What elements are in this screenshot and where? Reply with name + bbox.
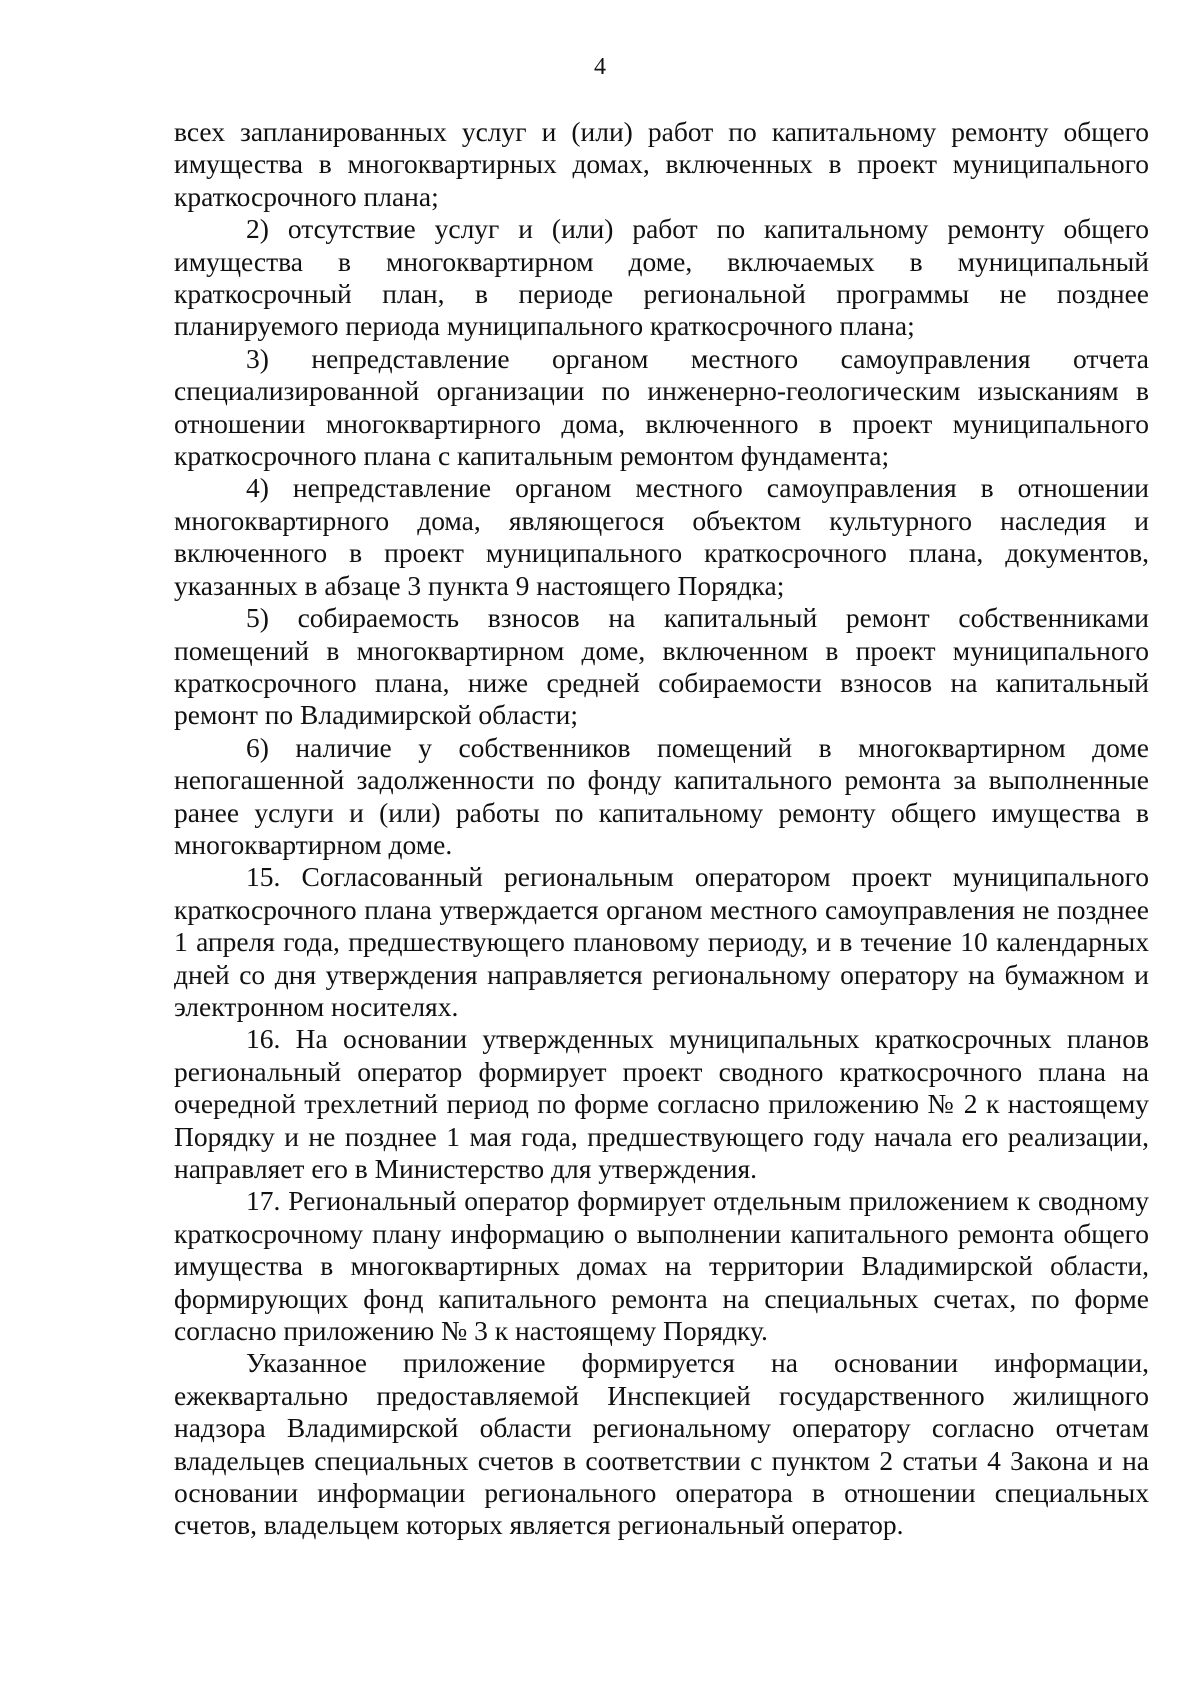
clause-15: 15. Согласованный региональным оператором проект муниципального краткосрочного плана утверждается органом местного самоуправления не позднее 1 апреля года, предшествующего плановому периоду, и в течение 10 календарных дней со дня утверждения направляется региональному оператору на бумажном и электронном носителях. bbox=[174, 861, 1149, 1022]
list-item-4: 4) непредставление органом местного самоуправления в отношении многоквартирного дома, являющегося объектом культурного наследия и включенного в проект муниципального краткосрочного плана, документов, указанных в абзаце 3 пункта 9 настоящего Порядка; bbox=[174, 472, 1149, 601]
list-item-2: 2) отсутствие услуг и (или) работ по капитальному ремонту общего имущества в многоквартирном доме, включаемых в муниципальный краткосрочный план, в периоде региональной программы не позднее планируемого периода муниципального краткосрочного плана; bbox=[174, 213, 1149, 342]
clause-17: 17. Региональный оператор формирует отдельным приложением к сводному краткосрочному плану информацию о выполнении капитального ремонта общего имущества в многоквартирных домах на территории Владимирской области, формирующих фонд капитального ремонта на специальных счетах, по форме согласно приложению № 3 к настоящему Порядку. bbox=[174, 1185, 1149, 1347]
clause-17-note: Указанное приложение формируется на основании информации, ежеквартально предоставляемой Инспекцией государственного жилищного надзора Владимирской области региональному оператору согласно отчетам владельцев специальных счетов в соответствии с пунктом 2 статьи 4 Закона и на основании информации регионального оператора в отношении специальных счетов, владельцем которых является региональный оператор. bbox=[174, 1347, 1149, 1541]
clause-16: 16. На основании утвержденных муниципальных краткосрочных планов региональный оператор формирует проект сводного краткосрочного плана на очередной трехлетний период по форме согласно приложению № 2 к настоящему Порядку и не позднее 1 мая года, предшествующего году начала его реализации, направляет его в Министерство для утверждения. bbox=[174, 1023, 1149, 1184]
list-item-5: 5) собираемость взносов на капитальный ремонт собственниками помещений в многоквартирном доме, включенном в проект муниципального краткосрочного плана, ниже средней собираемости взносов на капитальный ремонт по Владимирской области; bbox=[174, 602, 1149, 731]
list-item-6: 6) наличие у собственников помещений в многоквартирном доме непогашенной задолженности по фонду капитального ремонта за выполненные ранее услуги и (или) работы по капитальному ремонту общего имущества в многоквартирном доме. bbox=[174, 731, 1149, 860]
list-item-3: 3) непредставление органом местного самоуправления отчета специализированной организации по инженерно-геологическим изысканиям в отношении многоквартирного дома, включенного в проект муниципального краткосрочного плана с капитальным ремонтом фундамента; bbox=[174, 342, 1149, 472]
paragraph-continuation: всех запланированных услуг и (или) работ по капитальному ремонту общего имущества в многоквартирных домах, включенных в проект муниципального краткосрочного плана; bbox=[174, 116, 1149, 212]
page-number: 4 bbox=[594, 54, 606, 80]
document-body bbox=[174, 116, 1149, 1542]
